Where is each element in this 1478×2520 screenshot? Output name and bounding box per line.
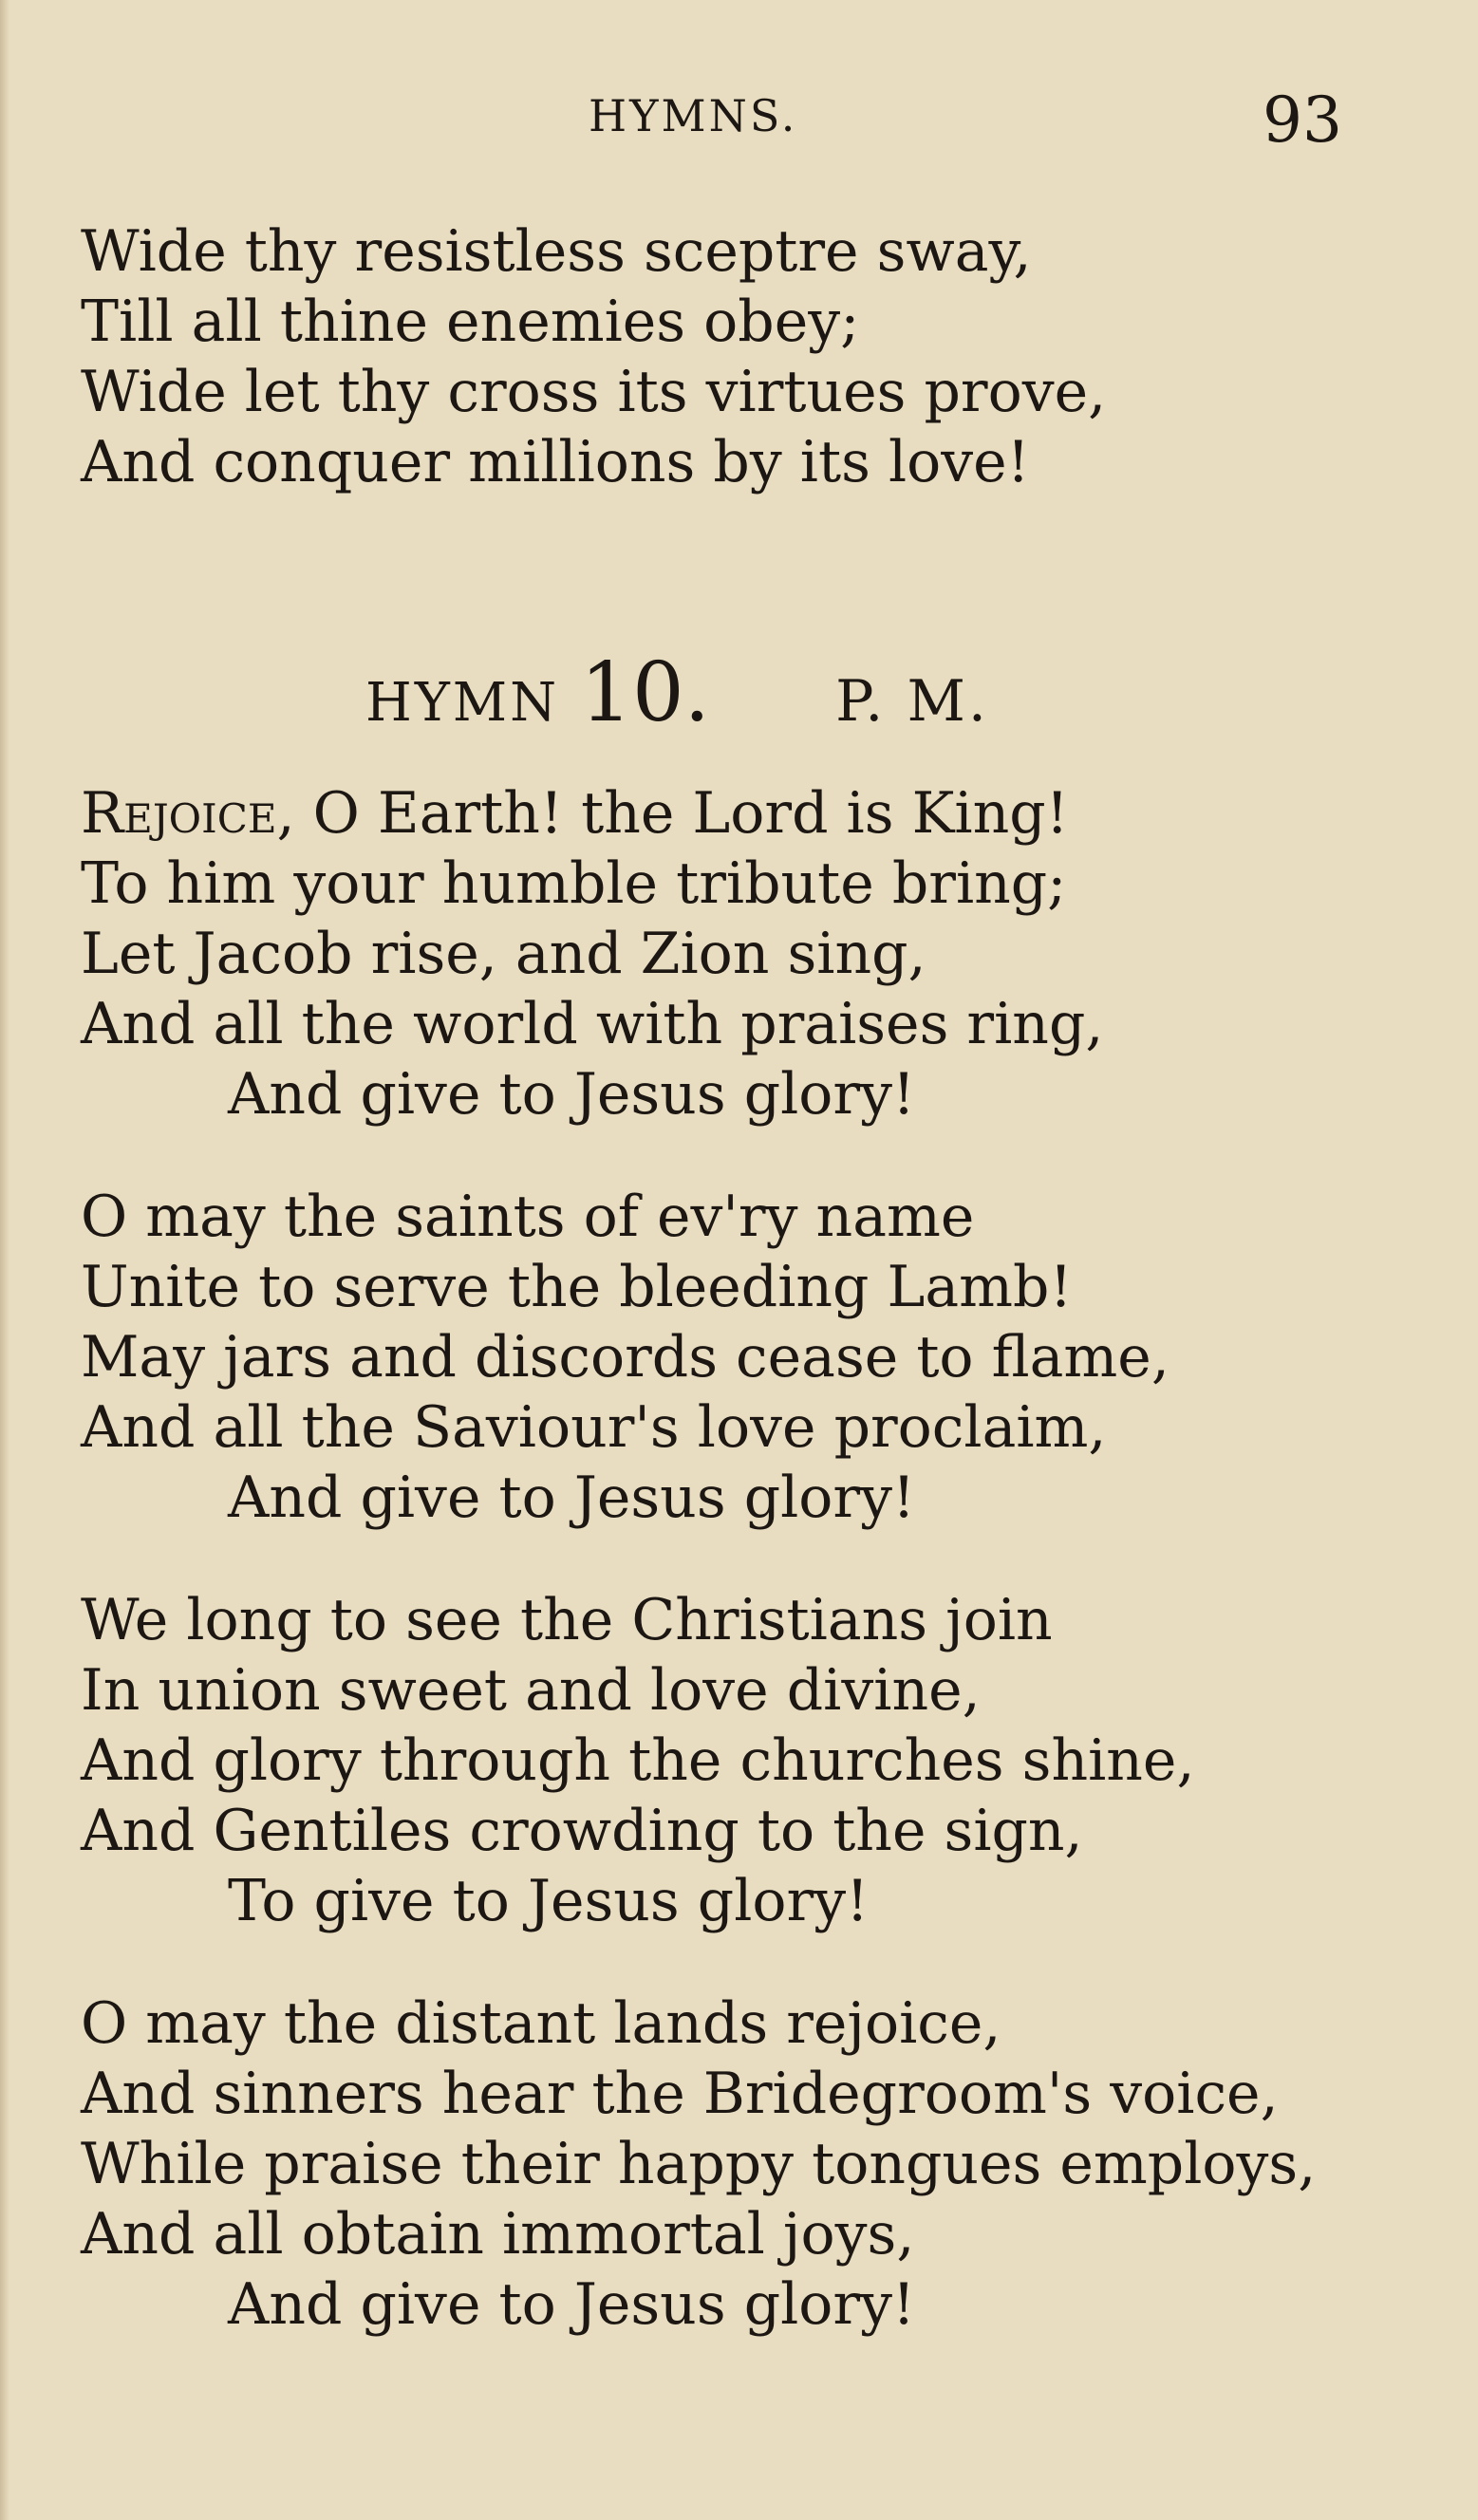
verse-line: To him your humble tribute bring; bbox=[81, 850, 1067, 917]
verse-line: O may the distant lands rejoice, bbox=[81, 1990, 1001, 2057]
verse-line: While praise their happy tongues employs, bbox=[81, 2131, 1317, 2197]
verse-line: And conquer millions by its love! bbox=[81, 429, 1030, 495]
verse-line: And all the Saviour's love proclaim, bbox=[81, 1394, 1107, 1461]
hymn-stanza-1 bbox=[81, 778, 1103, 1129]
hymn-meter: P. M. bbox=[835, 668, 989, 735]
opening-line-rest: O Earth! the Lord is King! bbox=[294, 780, 1069, 847]
verse-line: And all obtain immortal joys, bbox=[81, 2201, 915, 2268]
page-gutter-shadow bbox=[0, 0, 9, 2520]
refrain-line: To give to Jesus glory! bbox=[228, 1868, 870, 1934]
opening-word: Rejoice, bbox=[81, 780, 295, 847]
hymn-stanza-4 bbox=[81, 1988, 1316, 2340]
verse-line: Let Jacob rise, and Zion sing, bbox=[81, 921, 926, 987]
verse-line: And Gentiles crowding to the sign, bbox=[81, 1798, 1083, 1864]
refrain-line: And give to Jesus glory! bbox=[228, 1465, 916, 1531]
hymn-stanza-2 bbox=[81, 1182, 1169, 1533]
page-number: 93 bbox=[1263, 84, 1342, 157]
verse-line: And sinners hear the Bridegroom's voice, bbox=[81, 2061, 1279, 2127]
hymn-heading bbox=[365, 645, 989, 740]
verse-line: In union sweet and love divine, bbox=[81, 1657, 981, 1724]
verse-line: Wide let thy cross its virtues prove, bbox=[81, 359, 1107, 425]
verse-line: Till all thine enemies obey; bbox=[81, 289, 860, 355]
verse-line: We long to see the Christians join bbox=[81, 1587, 1053, 1653]
verse-line: And glory through the churches shine, bbox=[81, 1727, 1195, 1794]
verse-line: Wide thy resistless sceptre sway, bbox=[81, 218, 1032, 285]
verse-line-first bbox=[81, 778, 1103, 849]
refrain-line: And give to Jesus glory! bbox=[228, 1061, 916, 1128]
running-title: HYMNS. bbox=[589, 90, 798, 141]
verse-line: And all the world with praises ring, bbox=[81, 991, 1104, 1057]
verse-line: O may the saints of ev'ry name bbox=[81, 1184, 975, 1250]
refrain-line: And give to Jesus glory! bbox=[228, 2271, 916, 2338]
previous-hymn-stanza bbox=[81, 216, 1106, 497]
hymn-number: 10. bbox=[580, 645, 711, 740]
verse-line: May jars and discords cease to flame, bbox=[81, 1324, 1169, 1391]
hymn-stanza-3 bbox=[81, 1585, 1195, 1936]
verse-line: Unite to serve the bleeding Lamb! bbox=[81, 1254, 1073, 1320]
hymn-label: HYMN bbox=[365, 672, 560, 734]
